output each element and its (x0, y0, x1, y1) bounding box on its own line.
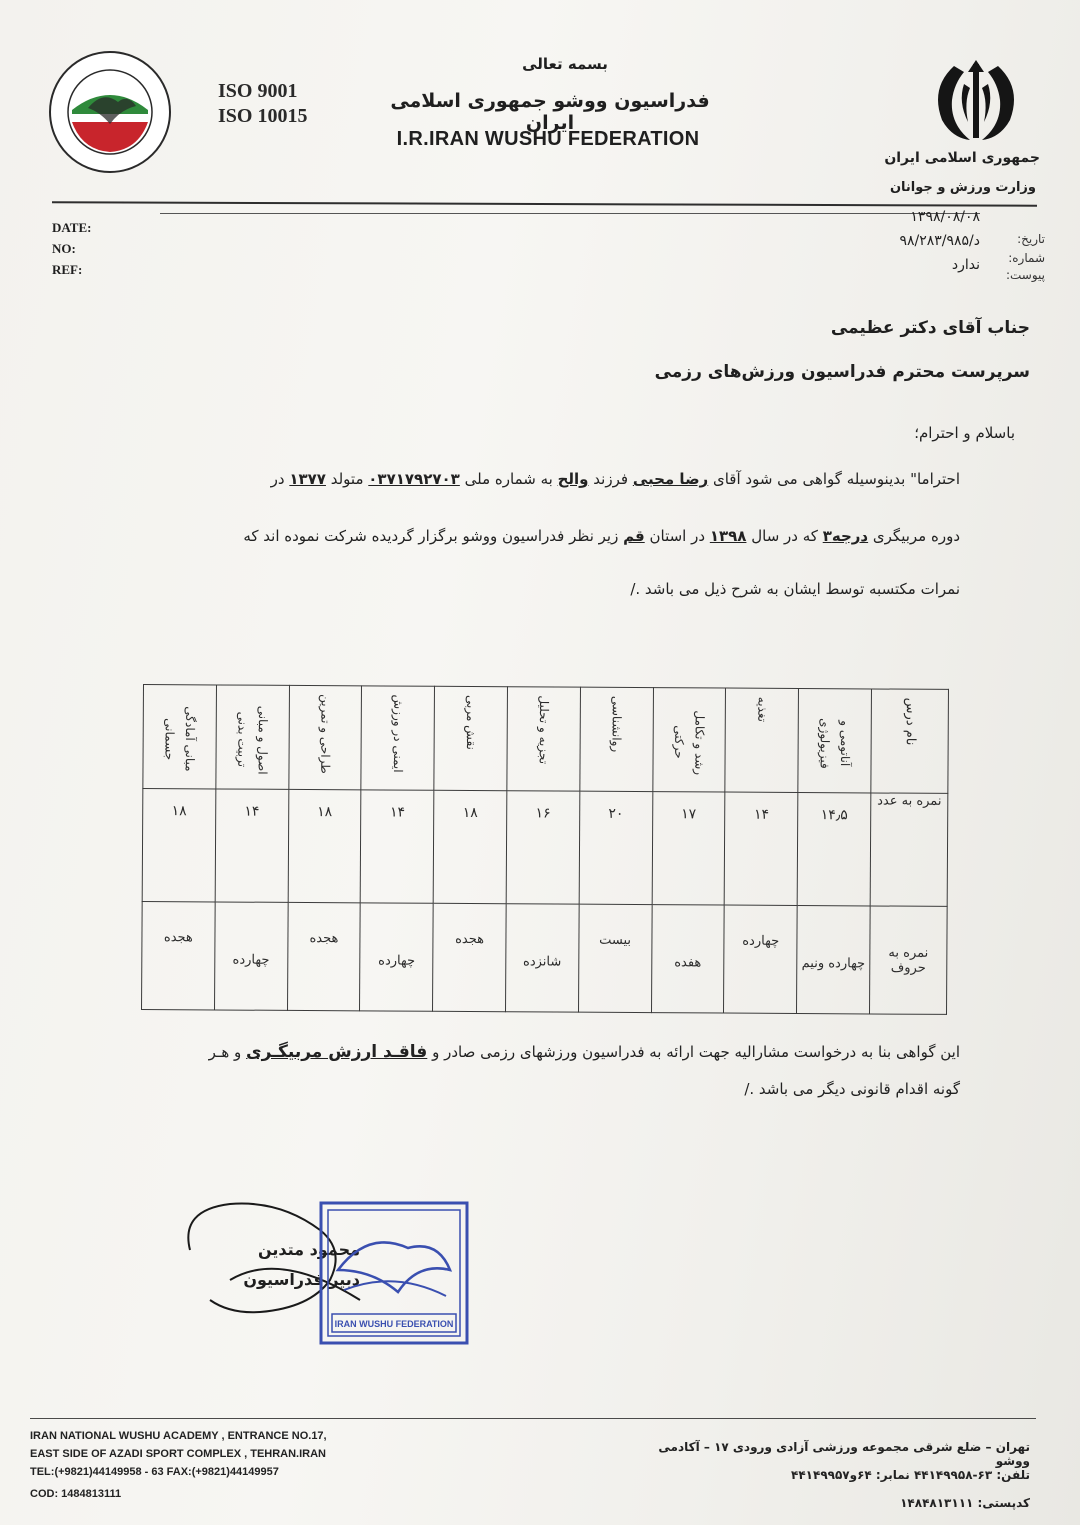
footer-code: COD: 1484813111 (30, 1488, 122, 1500)
numeric-grade-cell (433, 790, 506, 903)
federation-title-fa: فدراسیون ووشو جمهوری اسلامی ایران (390, 90, 710, 134)
body-text: در استان (649, 527, 706, 545)
ref-label-fa: پیوست: (1005, 268, 1045, 282)
word-grade-cell (651, 905, 724, 1013)
numeric-grade-cell (506, 791, 579, 904)
province: قم (623, 527, 645, 545)
no-value: ۹۸/۲۸۳/د/۹۸۵ (899, 233, 980, 249)
footer-address-fa: تهران – ضلع شرقی مجموعه ورزشی آزادی ورودی ۱۷ – آکادمی ووشو (658, 1440, 1030, 1468)
subject-cell (798, 689, 871, 793)
date-label-fa: تاریخ: (1017, 232, 1045, 246)
closing-line-1 (120, 1042, 960, 1062)
body-line-3: نمرات مکتسبه توسط ایشان به شرح ذیل می باشد ./ (630, 580, 960, 598)
subject-name: طراحی و تمرین (318, 694, 333, 774)
subjects-row (143, 685, 949, 794)
numeric-grade: ۱۴ (753, 806, 770, 823)
iran-emblem-icon (924, 58, 1028, 146)
ref-value: ندارد (951, 257, 980, 273)
subject-name: اصول و مبانی تربیت بدنی (235, 705, 270, 775)
subject-name: ایمنی در ورزش (390, 694, 406, 773)
student-name: رضا محبی (632, 470, 709, 488)
body-line-1 (150, 470, 960, 488)
footer-address-1: IRAN NATIONAL WUSHU ACADEMY , ENTRANCE NO.17, (30, 1430, 327, 1442)
ref-label-en: REF: (52, 262, 83, 277)
numeric-grade-cell (361, 790, 434, 903)
numeric-grade-cell (797, 793, 871, 906)
word-grade: چهارده (742, 933, 780, 949)
federation-title-en: I.R.IRAN WUSHU FEDERATION (396, 128, 700, 150)
word-grade: بیست (599, 932, 632, 948)
header-divider-thin (160, 213, 980, 214)
grades-table (141, 684, 949, 1015)
header-label (871, 689, 949, 793)
wushu-federation-logo (48, 50, 172, 174)
word-grade-cell (797, 906, 870, 1014)
no-label-en: NO: (52, 241, 76, 256)
word-grade: هجده (163, 929, 193, 945)
bismillah: بسمه تعالی (522, 55, 608, 73)
subject-cell (143, 685, 216, 789)
no-label-fa: شماره: (1008, 251, 1045, 265)
greeting: باسلام و احترام؛ (914, 424, 1015, 442)
header-label-text: نام درس (902, 697, 918, 746)
iso-10015: ISO 10015 (218, 105, 308, 127)
word-grade-cell (433, 903, 506, 1011)
body-text: متولد (330, 470, 364, 488)
word-grade: شانزده (523, 954, 562, 970)
subject-name: تجزیه و تحلیل (536, 695, 552, 765)
body-line-2 (150, 527, 960, 545)
subject-name: نقش مربی (463, 694, 479, 750)
recipient: جناب آقای دکتر عظیمی (830, 318, 1030, 338)
footer-postcode-fa: کدپستی: ۱۴۸۴۸۱۳۱۱۱ (900, 1496, 1030, 1510)
subject-cell (725, 688, 798, 792)
numeric-grade-cell (652, 792, 725, 905)
recipient-title: سرپرست محترم فدراسیون ورزش‌های رزمی (654, 362, 1030, 382)
footer-address-2: EAST SIDE OF AZADI SPORT COMPLEX , TEHRAN.IRAN (30, 1448, 326, 1460)
word-grade-cell (578, 904, 651, 1012)
numeric-grade: ۱۶ (535, 805, 551, 822)
body-text: به شماره ملی (464, 470, 553, 488)
word-grade-cell (142, 901, 215, 1009)
body-text: احتراما" بدینوسیله گواهی می شود آقای (712, 470, 960, 488)
body-text: این گواهی بنا به درخواست مشارالیه جهت ارائه به فدراسیون ورزشهای رزمی صادر و (432, 1043, 960, 1061)
numeric-grade: ۲۰ (608, 805, 624, 822)
body-text: دوره مربیگری (872, 527, 960, 545)
subject-cell (434, 686, 507, 790)
numeric-grade-cell (288, 789, 361, 902)
date-label-en: DATE: (52, 220, 92, 235)
numeric-grade-cell (579, 791, 652, 904)
subject-name: روانشناسی (609, 695, 624, 753)
date-value: ۱۳۹۸/۰۸/۰۸ (910, 209, 980, 225)
numeric-grade: ۱۸ (317, 804, 333, 821)
subject-name: رشد و تکامل حرکتی (672, 709, 707, 775)
republic-label: جمهوری اسلامی ایران (884, 150, 1040, 166)
footer-divider (30, 1418, 1036, 1419)
word-grade-cell (505, 904, 578, 1012)
course-year: ۱۳۹۸ (709, 527, 747, 545)
footer-phone: TEL:(+9821)44149958 - 63 FAX:(+9821)44149957 (30, 1466, 279, 1478)
header-divider (52, 201, 1037, 206)
subject-cell (361, 686, 434, 790)
father-name: والح (557, 470, 589, 488)
subject-cell (580, 687, 653, 791)
word-grade: هجده (455, 931, 485, 947)
subject-cell (507, 687, 580, 791)
body-text: فرزند (593, 470, 629, 488)
numeric-grade: ۱۴ (389, 804, 406, 821)
ministry-label: وزارت ورزش و جوانان (889, 180, 1036, 195)
coach-degree: درجه۳ (822, 527, 869, 545)
birth-year: ۱۳۷۷ (289, 470, 326, 488)
word-grade: چهارده (232, 952, 270, 968)
word-grade: هجده (309, 930, 339, 946)
word-grade: چهارده ونیم (801, 956, 866, 972)
subject-name: مبانی آمادگی جسمانی (162, 706, 198, 773)
signatory-title: دبیر فدراسیون (243, 1270, 360, 1289)
body-text: که در سال (751, 527, 818, 545)
national-id: ۰۳۷۱۷۹۲۷۰۳ (368, 470, 460, 488)
word-grade-cell (360, 903, 433, 1011)
subject-cell (652, 688, 725, 792)
numeric-grade: ۱۴٫۵ (820, 807, 848, 824)
numeric-grade-cell (725, 792, 798, 905)
numeric-grade: ۱۴ (244, 803, 260, 820)
iso-9001: ISO 9001 (218, 80, 298, 102)
no-coaching-value: فاقـد ارزش مربیگـری (246, 1042, 428, 1062)
body-text: زیر نظر فدراسیون ووشو برگزار گردیده شرکت نموده اند که (243, 527, 619, 545)
numeric-grade: ۱۷ (681, 806, 697, 823)
closing-line-2: گونه اقدام قانونی دیگر می باشد ./ (744, 1080, 960, 1098)
word-grade-cell (287, 902, 360, 1010)
numeric-grade-cell (215, 789, 288, 902)
body-text: در (270, 470, 285, 488)
word-grade: هفده (674, 955, 702, 971)
signatory-name: محمود متدین (257, 1240, 360, 1259)
subject-cell (216, 685, 289, 789)
body-text: و هـر (208, 1043, 242, 1061)
word-grade-cell (724, 905, 797, 1013)
row-label-numeric: نمره به عدد (870, 793, 948, 906)
word-grade-cell (214, 902, 287, 1010)
word-grades-row (142, 901, 948, 1014)
numeric-grades-row (142, 789, 948, 907)
seal-text: IRAN WUSHU FEDERATION (334, 1319, 454, 1329)
numeric-grade-cell (142, 789, 215, 902)
subject-cell (288, 685, 361, 789)
row-label-words: نمره به حروف (869, 906, 947, 1014)
subject-name: آناتومی و فیزیولوژی (817, 717, 853, 769)
footer-phone-fa: تلفن: ۶۳-۴۴۱۴۹۹۵۸ نمابر: ۶۴و۴۴۱۴۹۹۵۷ (791, 1468, 1030, 1482)
subject-name: تغذیه (755, 696, 770, 723)
word-grade: چهارده (378, 953, 416, 969)
numeric-grade: ۱۸ (171, 803, 187, 820)
federation-seal (318, 1200, 470, 1346)
numeric-grade: ۱۸ (462, 804, 478, 822)
